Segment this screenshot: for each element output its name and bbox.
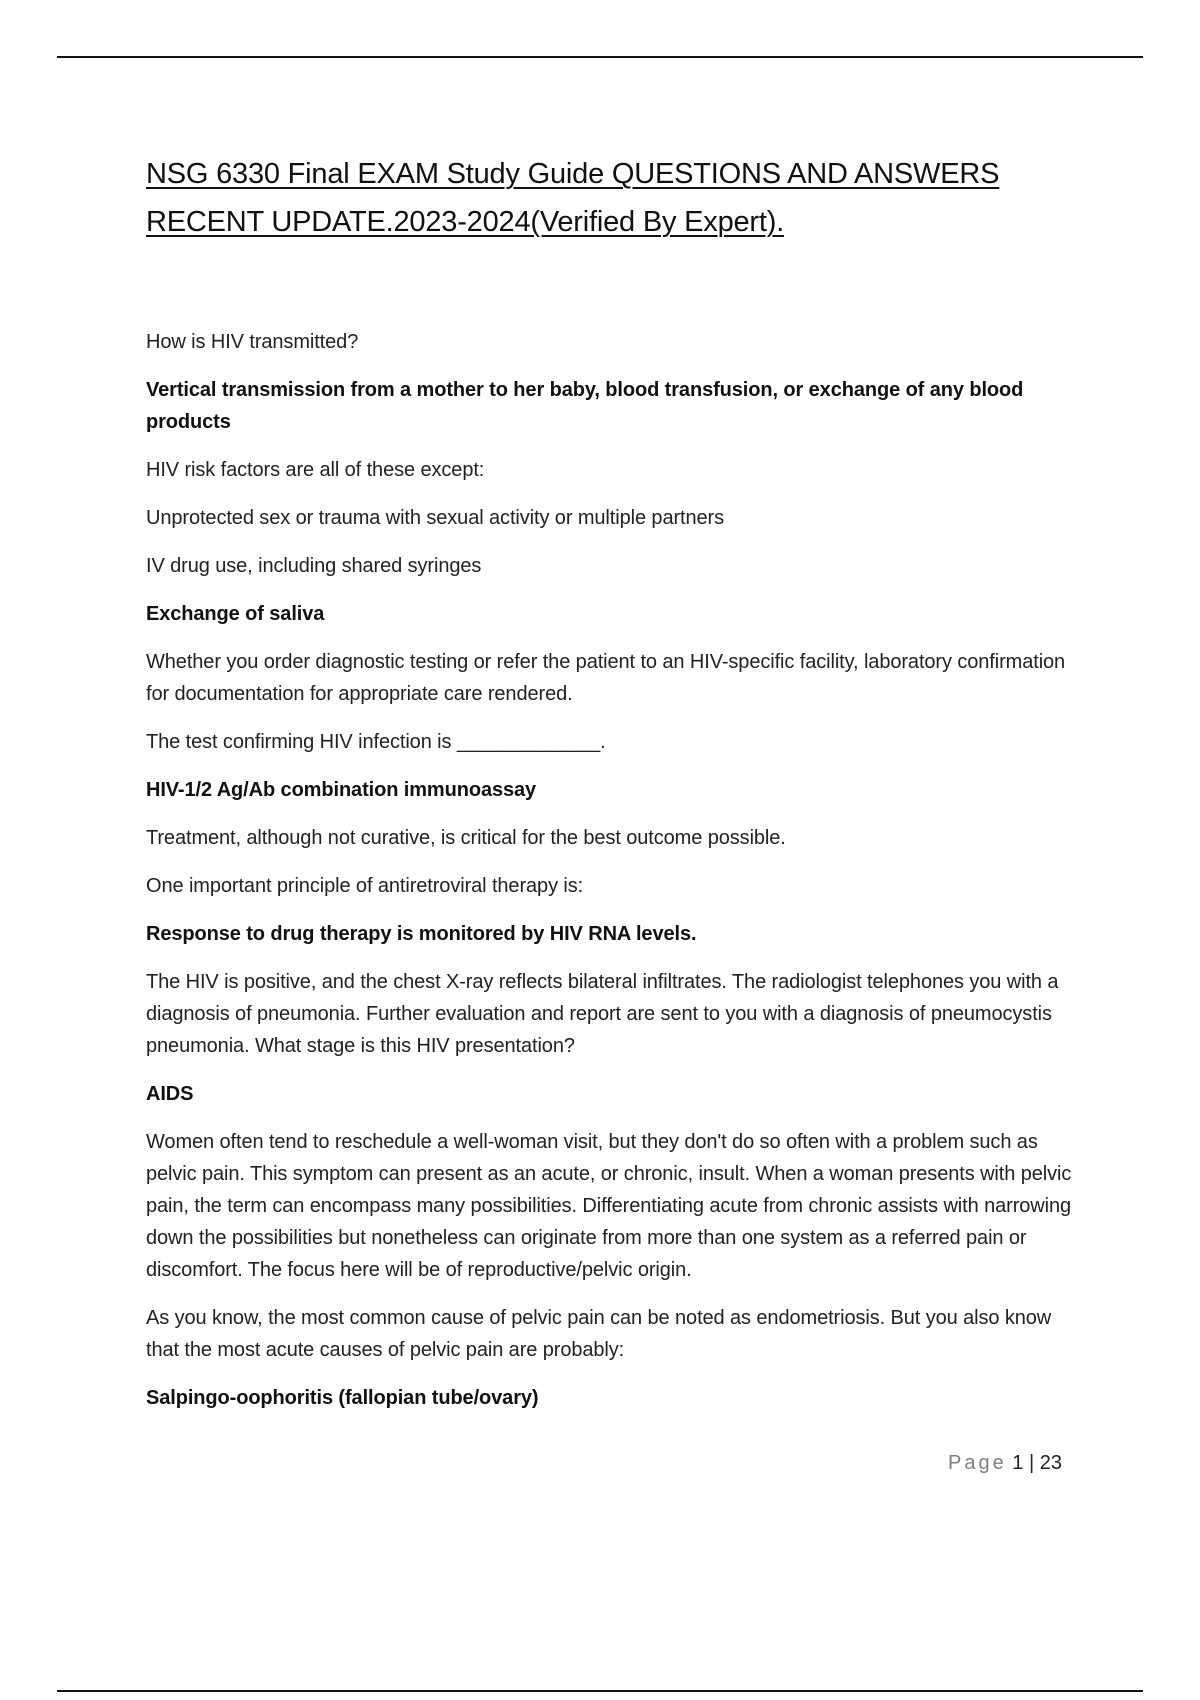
answer-exchange-of-saliva: Exchange of saliva: [146, 603, 325, 625]
statement-pelvic-pain: Women often tend to reschedule a well-woman visit, but they don't do so often with a problem such as pelvic pain. This symptom can present as an acute, or chronic, insult. When a woman presents with pelvic pain, the term can encompass many possibilities. Differentiating acute from chronic assists with narrowing down the possibilities but nonetheless can originate from more than one system as a referred pain or discomfort. The focus here will be of reproductive/pelvic origin.: [146, 1131, 1072, 1281]
document-body: [146, 150, 1086, 1430]
question-antiretroviral-principle: One important principle of antiretroviral therapy is:: [146, 875, 584, 897]
page-footer: [948, 1452, 1062, 1475]
page-number: 1: [1012, 1452, 1024, 1474]
bottom-rule: [57, 1690, 1143, 1692]
question-hiv-transmission: How is HIV transmitted?: [146, 331, 359, 353]
qa-list: [146, 326, 1086, 1414]
answer-acute-pelvic-pain: Salpingo-oophoritis (fallopian tube/ovary): [146, 1387, 539, 1409]
title-line-1: NSG 6330 Final EXAM Study Guide QUESTIONS AND ANSWERS: [146, 158, 1000, 190]
question-hiv-stage: The HIV is positive, and the chest X-ray reflects bilateral infiltrates. The radiologist telephones you with a diagnosis of pneumonia. Further evaluation and report are sent to you with a diagnosis of pneumocystis pneumonia. What stage is this HIV presentation?: [146, 971, 1059, 1057]
option-unprotected-sex: Unprotected sex or trauma with sexual activity or multiple partners: [146, 507, 724, 529]
question-confirming-test: The test confirming HIV infection is _____________.: [146, 731, 606, 753]
statement-treatment: Treatment, although not curative, is critical for the best outcome possible.: [146, 827, 786, 849]
title-line-2: RECENT UPDATE.2023-2024(Verified By Expert).: [146, 206, 785, 238]
answer-hiv-transmission: Vertical transmission from a mother to her baby, blood transfusion, or exchange of any blood products: [146, 379, 1024, 433]
question-hiv-risk-factors: HIV risk factors are all of these except:: [146, 459, 485, 481]
total-pages: 23: [1039, 1452, 1062, 1474]
answer-confirming-test: HIV-1/2 Ag/Ab combination immunoassay: [146, 779, 537, 801]
answer-hiv-stage: AIDS: [146, 1083, 194, 1105]
document-title: [146, 150, 1086, 246]
top-rule: [57, 56, 1143, 58]
page-separator: |: [1028, 1452, 1035, 1474]
statement-diagnostic-testing: Whether you order diagnostic testing or refer the patient to an HIV-specific facility, laboratory confirmation for documentation for appropriate care rendered.: [146, 651, 1066, 705]
question-acute-pelvic-pain: As you know, the most common cause of pelvic pain can be noted as endometriosis. But you also know that the most acute causes of pelvic pain are probably:: [146, 1307, 1052, 1361]
page-label: Page: [948, 1452, 1007, 1474]
answer-antiretroviral-principle: Response to drug therapy is monitored by HIV RNA levels.: [146, 923, 697, 945]
option-iv-drug-use: IV drug use, including shared syringes: [146, 555, 482, 577]
